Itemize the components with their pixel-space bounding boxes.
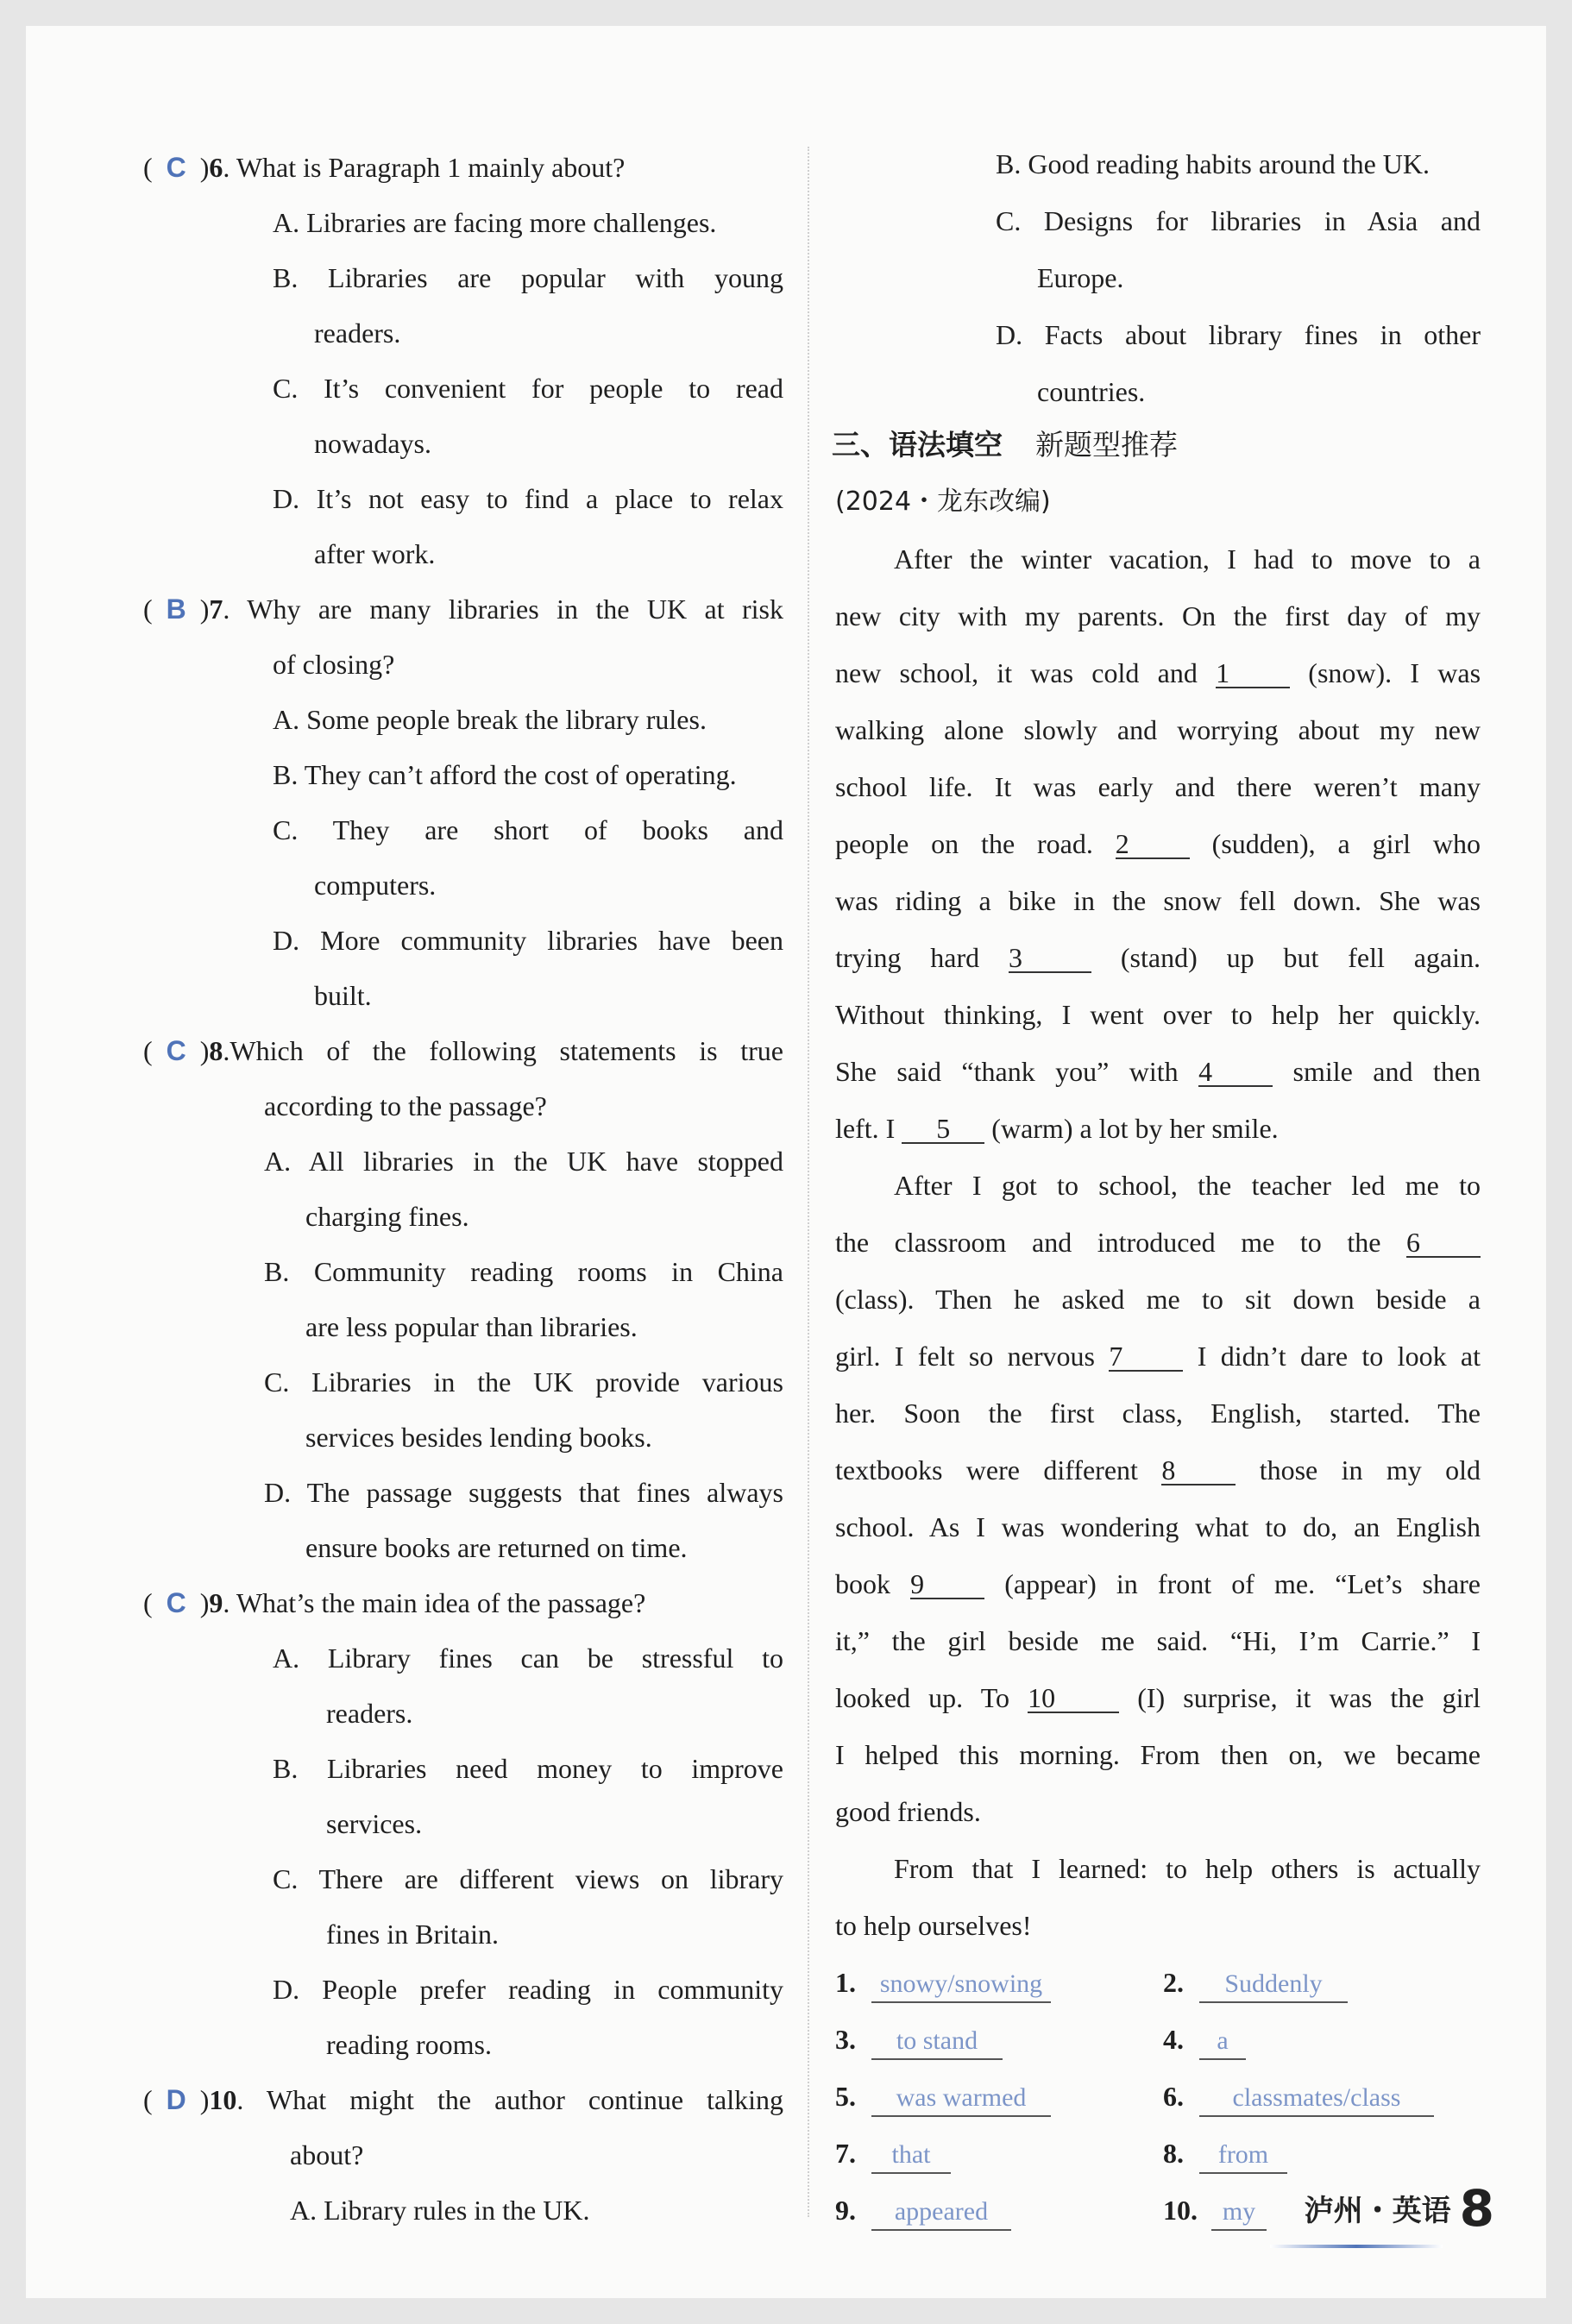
blank-1: 1 [1216, 659, 1290, 688]
question-cont: of closing? [273, 649, 395, 680]
answer-row: 3. to stand [835, 2022, 1003, 2060]
answer-choice: B [166, 594, 186, 625]
blank-3: 3 [1009, 944, 1091, 973]
blank-8: 8 [1161, 1456, 1236, 1485]
question-7: ( B )7. Why are many libraries in the UK at risk [143, 594, 783, 625]
answer-choice: C [166, 1035, 186, 1066]
question-6: ( C )6. What is Paragraph 1 mainly about? [143, 152, 626, 183]
option-cont: are less popular than libraries. [305, 1311, 638, 1342]
blank-10: 10 [1028, 1684, 1119, 1713]
option: B. Libraries are popular with young [273, 262, 783, 293]
page-number: 8 [1459, 2179, 1494, 2238]
option: A. Libraries are facing more challenges. [273, 207, 717, 238]
answer-row: 1. snowy/snowing [835, 1965, 1051, 2003]
option-cont: nowadays. [314, 428, 431, 459]
question-cont: according to the passage? [264, 1090, 547, 1121]
blank-5: 5 [902, 1115, 984, 1144]
option: C. It’s convenient for people to read [273, 373, 783, 404]
answer-row: 9. appeared [835, 2193, 1011, 2231]
question-8: ( C )8.Which of the following statements is true [143, 1035, 783, 1066]
option: C. Designs for libraries in Asia and [996, 205, 1481, 236]
option: D. It’s not easy to find a place to relax [273, 483, 783, 514]
blank-4: 4 [1198, 1058, 1273, 1087]
option: A. Some people break the library rules. [273, 704, 707, 735]
blank-7: 7 [1109, 1342, 1183, 1372]
option: C. There are different views on library [273, 1863, 783, 1894]
source-note: (2024・龙东改编) [835, 487, 1051, 517]
option: B. Good reading habits around the UK. [996, 148, 1431, 179]
answer-choice: C [166, 152, 186, 183]
section-heading: 三、语法填空 新题型推荐 [832, 428, 1178, 462]
option: D. More community libraries have been [273, 925, 783, 956]
option-cont: services. [326, 1808, 423, 1839]
option-cont: computers. [314, 870, 437, 901]
option-cont: ensure books are returned on time. [305, 1532, 688, 1563]
answer-row: 6. classmates/class [1163, 2079, 1434, 2117]
option-cont: Europe. [1037, 262, 1124, 293]
option-cont: fines in Britain. [326, 1919, 499, 1950]
question-10: ( D )10. What might the author continue talking [143, 2084, 783, 2115]
option: B. They can’t afford the cost of operating. [273, 759, 737, 790]
answer-row: 8. from [1163, 2136, 1287, 2174]
blank-9: 9 [910, 1570, 984, 1599]
option-cont: readers. [326, 1698, 413, 1729]
footer-label: 泸州・英语 [1304, 2194, 1451, 2228]
option: A. Library fines can be stressful to [273, 1643, 783, 1674]
option-cont: charging fines. [305, 1201, 469, 1232]
answer-choice: D [166, 2084, 186, 2115]
option-cont: reading rooms. [326, 2029, 492, 2060]
option-cont: countries. [1037, 376, 1146, 407]
worksheet-page: ( C )6. What is Paragraph 1 mainly about? A. Libraries are facing more challenges. B. Libraries are popular with young readers. C. It’s convenient for people to read nowadays. D. It’s not easy to find a place to relax after work. ( B )7. Why are many libraries in the UK at risk of closing? A. Some people break the library rules. B. They can’t afford the cost of operating. C. They are short of books and computers. D. More community libraries have been built. ( C )8.Which of the following statements is true according to the passage? A. All libraries in the UK have stopped charging fines. B. Community reading rooms in China are less popular than libraries. C. Libraries in the UK provide various services besides lending books. D. The passage suggests that fines always ensure books are returned on time. ( C )9. What’s the main idea of the passage? A. Library fines can be stressful to readers. B. Libraries need money to improve services. C. There are different views on library fines in Britain. D. People prefer reading in community reading rooms. ( D )10. What might the author continue talking about? A. Library rules in the UK. B. Good reading habits around the UK. C. Designs for libraries in Asia and Europe. D. Facts about library fines in other countries. 三、语法填空 新题型推荐 (2024・龙东改编) After the winter vacation, I had to move to a new city with my parents. On the first day of my new school, it was cold and 1 (snow). I was walking alone slowly and worrying about my new school life. It was early and there weren’t many people on the road. 2 (sudden), a girl who was riding a bike in the snow fell down. She was trying hard 3 (stand) up but fell again. Without thinking, I went over to help her quickly. She said “thank you” with 4 smile and then left. I 5 (warm) a lot by her smile. After I got to school, the teacher led me to the classroom and introduced me to the 6 (class). Then he asked me to sit down beside a girl. I felt so nervous 7 I didn’t dare to look at her. Soon the first class, English, started. The textbooks were different 8 those in my old school. As I was wondering what to do, an English book 9 (appear) in front of me. “Let’s share it,” the girl beside me said. “Hi, I’m Carrie.” I looked up. To 10 (I) surprise, it was the girl I helped this morning. From then on, we became good friends. From that I learned: to help others is actually to help ourselves! 1. snowy/snowing 2. Suddenly 3. to stand 4. a 5. was warmed 6. classmates/class 7. that 8. from 9. appeared 10. my 泸州・英语 8 [26, 26, 1546, 2298]
option-cont: readers. [314, 317, 401, 349]
option-cont: services besides lending books. [305, 1422, 652, 1453]
option-cont: after work. [314, 538, 436, 569]
page-footer [1305, 2179, 1494, 2238]
option: B. Community reading rooms in China [264, 1256, 783, 1287]
footer-decoration [1270, 2245, 1443, 2248]
option: C. They are short of books and [273, 814, 783, 845]
column-divider [808, 147, 809, 2217]
section-tag: 新题型推荐 [1035, 428, 1178, 462]
option: D. People prefer reading in community [273, 1974, 783, 2005]
question-cont: about? [290, 2139, 364, 2170]
option: D. The passage suggests that fines always [264, 1477, 783, 1508]
answer-row: 4. a [1163, 2022, 1246, 2060]
option: C. Libraries in the UK provide various [264, 1366, 783, 1398]
answer-row: 2. Suddenly [1163, 1965, 1348, 2003]
blank-2: 2 [1116, 830, 1190, 859]
answer-row: 10. my [1163, 2193, 1267, 2231]
option-cont: built. [314, 980, 372, 1011]
option: A. All libraries in the UK have stopped [264, 1146, 783, 1177]
blank-6: 6 [1406, 1228, 1481, 1258]
answer-row: 5. was warmed [835, 2079, 1051, 2117]
option: D. Facts about library fines in other [996, 319, 1481, 350]
answer-row: 7. that [835, 2136, 951, 2174]
option: B. Libraries need money to improve [273, 1753, 783, 1784]
option: A. Library rules in the UK. [290, 2195, 590, 2226]
question-9: ( C )9. What’s the main idea of the passage? [143, 1587, 646, 1618]
answer-choice: C [166, 1587, 186, 1618]
